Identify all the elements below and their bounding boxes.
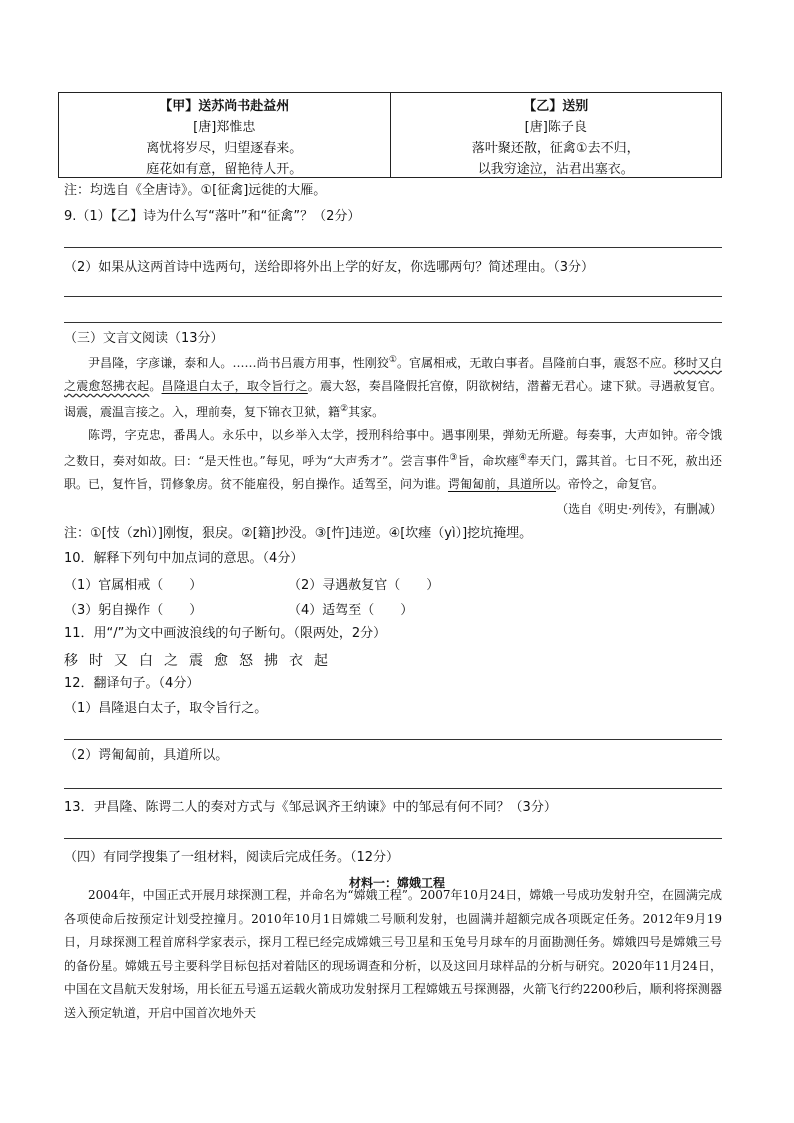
answer-line[interactable] — [64, 739, 722, 740]
footnote-marker: ③ — [449, 453, 458, 463]
question-9-2: （2）如果从这两首诗中选两句，送给即将外出上学的好友，你选哪两句？简述理由。（3分） — [64, 260, 595, 275]
passage-text: 。震大怒，奏昌隆假托宫僚，阴欲树结，潜蓄无君心。逮下狱。寻遇赦复官。谒震，震温言接之。入，理前奏，复下锦衣卫狱，籍 — [64, 379, 722, 419]
question-10-item-2: （2）寻遇赦复官（ ） — [288, 578, 440, 593]
question-11-sentence: 移时又白之震愈怒拂衣起 — [64, 653, 339, 669]
passage-paragraph-2 — [64, 424, 722, 496]
question-10-item-3: （3）躬自操作（ ） — [64, 603, 203, 618]
underlined-sentence: 谔匍匐前，具道所以 — [448, 477, 557, 491]
footnote-marker: ① — [388, 355, 397, 365]
section-4-title: （四）有同学搜集了一组材料，阅读后完成任务。（12分） — [64, 850, 400, 865]
answer-line[interactable] — [64, 788, 722, 789]
poem-yi-line2: 以我穷途泣，沾君出塞衣。 — [477, 162, 634, 177]
footnote-marker: ④ — [518, 453, 527, 463]
question-12-title: 12．翻译句子。（4分） — [64, 676, 200, 691]
underlined-sentence: 昌隆退白太子，取令旨行之 — [161, 379, 308, 393]
question-10-item-4: （4）适驾至（ ） — [288, 603, 414, 618]
poem-jia — [59, 93, 390, 177]
question-9-1: 9.（1）【乙】诗为什么写“落叶”和“征禽”？（2分） — [64, 209, 361, 224]
passage-text: 奉天门，露其首。七日不死，赦出还职。已，复忤旨，罚修象房。贫不能雇役，躬自操作。适驾至，问为谁。 — [64, 454, 722, 491]
footnote-marker: ② — [340, 404, 349, 414]
passage-text: 。 — [149, 379, 162, 393]
question-10-title: 10．解释下列句中加点词的意思。（4分） — [64, 551, 304, 566]
question-12-1: （1）昌隆退白太子，取令旨行之。 — [64, 701, 268, 716]
passage-notes: 注：①[忮（zhì）]刚愎，狠戾。②[籍]抄没。③[忤]违逆。④[坎瘗（yì）]挖坑掩埋。 — [64, 526, 533, 541]
poem-yi-author: [唐]陈子良 — [524, 120, 587, 135]
question-10-item-1: （1）官属相戒（ ） — [64, 578, 203, 593]
passage-source: （选自《明史·列传》，有删减） — [556, 502, 722, 516]
poem-note: 注：均选自《全唐诗》。①[征禽]远徙的大雁。 — [64, 183, 327, 198]
poem-yi — [390, 93, 722, 177]
poem-yi-title: 【乙】送别 — [523, 99, 589, 114]
poem-jia-title: 【甲】送苏尚书赴益州 — [159, 99, 290, 114]
answer-line[interactable] — [64, 296, 722, 297]
answer-line[interactable] — [64, 838, 722, 839]
poem-table — [58, 92, 722, 178]
passage-text: 陈谔，字克忠，番禺人。永乐中，以乡举入太学，授刑科给事中。遇事刚果，弹劾无所避。每奏事，大声如钟。帝令饿之数日，奏对如故。曰：“是天性也。”每见，呼为“大声秀才”。尝言事件 — [64, 428, 722, 468]
poem-jia-line1: 离忧将岁尽，归望逐春来。 — [146, 141, 303, 156]
answer-line[interactable] — [64, 247, 722, 248]
passage-text: 。帝怜之，命复官。 — [556, 477, 665, 491]
passage-text: 旨，命坎瘗 — [457, 454, 519, 468]
answer-line[interactable] — [64, 322, 722, 323]
passage-text: 其家。 — [348, 405, 385, 419]
classical-passage — [64, 349, 722, 496]
question-11-title: 11．用“/”为文中画波浪线的句子断句。（限两处，2分） — [64, 626, 387, 641]
question-12-2: （2）谔匍匐前，具道所以。 — [64, 748, 229, 763]
passage-paragraph-1 — [64, 349, 722, 424]
question-13: 13．尹昌隆、陈谔二人的奏对方式与《邹忌讽齐王纳谏》中的邹忌有何不同？（3分） — [64, 800, 557, 815]
material-1-body — [64, 884, 722, 1025]
poem-jia-author: [唐]郑惟忠 — [193, 120, 256, 135]
poem-jia-line2: 庭花如有意，留艳待人开。 — [146, 162, 303, 177]
passage-text: 尹昌隆，字彦谦，泰和人。……尚书吕震方用事，性刚狡 — [88, 356, 389, 370]
wavy-underlined-sentence: 移时又白之震愈怒拂衣起 — [64, 356, 722, 393]
passage-text: 。官属相戒，无敢白事者。昌隆前白事，震怒不应。 — [397, 356, 674, 370]
poem-yi-line1: 落叶聚还散，征禽①去不归， — [471, 141, 640, 156]
material-1-paragraph: 2004年，中国正式开展月球探测工程，并命名为“嫦娥工程”。2007年10月24日，嫦娥一号成功发射升空，在圆满完成各项使命后按预定计划受控撞月。2010年10月1日嫦娥二号顺利发射，也圆满并超额完成各项既定任务。2012年9月19日，月球探测工程首席科学家表示，探月工程已经完成嫦娥三号卫星和玉兔号月球车的月面勘测任务。嫦娥四号是嫦娥三号的备份星。嫦娥五号主要科学目标包括对着陆区的现场调查和分析，以及这回月球样品的分析与研究。2020年11月24日，中国在文昌航天发射场，用长征五号遥五运载火箭成功发射探月工程嫦娥五号探测器，火箭飞行约2200秒后，顺利将探测器送入预定轨道，开启中国首次地外天 — [64, 888, 722, 1020]
material-1-title: 材料一：嫦娥工程 — [348, 876, 445, 890]
section-3-title: （三）文言文阅读（13分） — [64, 331, 224, 346]
